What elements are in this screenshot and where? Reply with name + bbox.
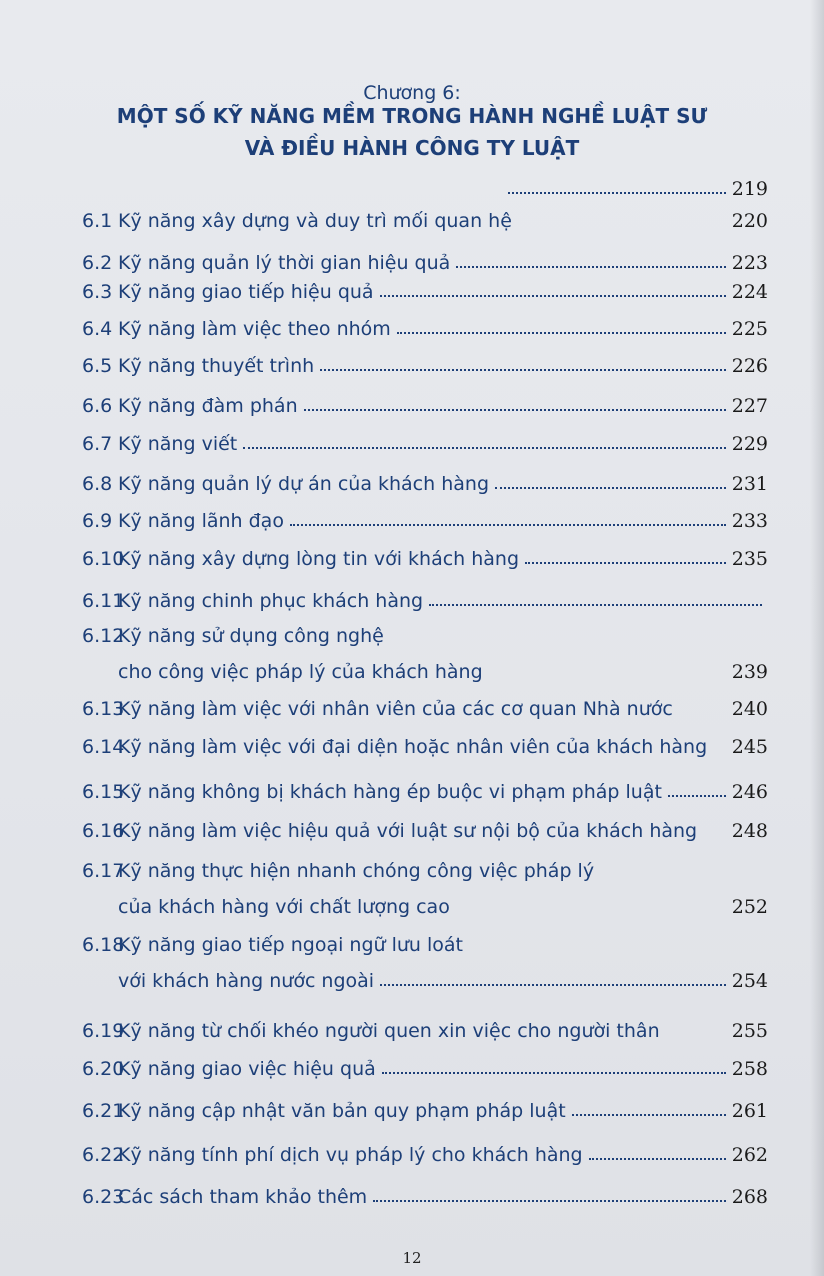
toc-entry-6-13[interactable] (82, 698, 768, 728)
toc-entry-6-3[interactable] (82, 281, 768, 311)
entry-number: 6.11 (82, 590, 125, 612)
dot-leader (397, 331, 726, 334)
entry-number: 6.21 (82, 1100, 125, 1122)
spacer (489, 676, 726, 677)
entry-title: Kỹ năng từ chối khéo người quen xin việc cho người thân (118, 1020, 660, 1042)
dot-leader (456, 265, 725, 268)
toc-entry-6-1[interactable] (82, 210, 768, 240)
entry-title: Kỹ năng đàm phán (118, 395, 298, 417)
toc-entry-6-12[interactable] (82, 625, 768, 695)
dot-leader (429, 603, 762, 606)
entry-page-number: 252 (731, 896, 768, 918)
dot-leader (382, 1071, 726, 1074)
entry-page-number: 227 (731, 395, 768, 417)
entry-page-number: 255 (731, 1020, 768, 1042)
dot-leader (589, 1157, 726, 1160)
entry-number: 6.14 (82, 736, 125, 758)
spacer (518, 225, 726, 226)
entry-page-number: 268 (731, 1186, 768, 1208)
entry-number: 6.13 (82, 698, 125, 720)
entry-page-number: 258 (731, 1058, 768, 1080)
entry-page-number: 248 (731, 820, 768, 842)
toc-entry-6-5[interactable] (82, 355, 768, 385)
entry-number: 6.2 (82, 252, 113, 274)
chapter-title-line-2 (0, 136, 824, 160)
entry-title: Kỹ năng thực hiện nhanh chóng công việc pháp lý (118, 860, 595, 882)
entry-page-number: 231 (731, 473, 768, 495)
entry-number: 6.6 (82, 395, 113, 417)
toc-entry-6-19[interactable] (82, 1020, 768, 1050)
entry-title: Kỹ năng cập nhật văn bản quy phạm pháp luật (118, 1100, 566, 1122)
dot-leader (508, 191, 726, 194)
entry-number: 6.16 (82, 820, 125, 842)
entry-page-number: 254 (731, 970, 768, 992)
entry-title-continued: cho công việc pháp lý của khách hàng (118, 661, 483, 683)
entry-number: 6.22 (82, 1144, 125, 1166)
dot-leader (572, 1113, 726, 1116)
entry-title: Kỹ năng giao việc hiệu quả (118, 1058, 376, 1080)
entry-title: Kỹ năng giao tiếp ngoại ngữ lưu loát (118, 934, 464, 956)
entry-title: Kỹ năng lãnh đạo (118, 510, 284, 532)
entry-page-number: 261 (731, 1100, 768, 1122)
entry-title: Kỹ năng thuyết trình (118, 355, 315, 377)
entry-number: 6.1 (82, 210, 113, 232)
entry-page-number: 223 (731, 252, 768, 274)
entry-number: 6.23 (82, 1186, 125, 1208)
entry-number: 6.20 (82, 1058, 125, 1080)
entry-page-number: 240 (731, 698, 768, 720)
dot-leader (373, 1199, 726, 1202)
toc-entry-6-15[interactable] (82, 781, 768, 811)
dot-leader (495, 486, 726, 489)
spacer (666, 1035, 726, 1036)
entry-title-continued: với khách hàng nước ngoài (118, 970, 375, 992)
toc-entry-6-2[interactable] (82, 252, 768, 282)
entry-page-number: 233 (731, 510, 768, 532)
entry-page-number: 239 (731, 661, 768, 683)
entry-number: 6.17 (82, 860, 125, 882)
toc-entry-6-11[interactable] (82, 590, 768, 620)
entry-title: Kỹ năng sử dụng công nghệ (118, 625, 384, 647)
entry-number: 6.8 (82, 473, 113, 495)
toc-entry-6-22[interactable] (82, 1144, 768, 1174)
entry-number: 6.7 (82, 433, 113, 455)
toc-entry-6-20[interactable] (82, 1058, 768, 1088)
chapter-number: Chương 6: (363, 82, 461, 104)
entry-title: Kỹ năng xây dựng và duy trì mối quan hệ (118, 210, 512, 232)
entry-title: Kỹ năng xây dựng lòng tin với khách hàng (118, 548, 520, 570)
entry-title: Kỹ năng giao tiếp hiệu quả (118, 281, 374, 303)
entry-title: Kỹ năng tính phí dịch vụ pháp lý cho khách hàng (118, 1144, 583, 1166)
entry-title: Kỹ năng quản lý dự án của khách hàng (118, 473, 490, 495)
dot-leader (290, 523, 726, 526)
spacer (713, 751, 726, 752)
entry-number: 6.10 (82, 548, 125, 570)
entry-page-number: 235 (731, 548, 768, 570)
entry-number: 6.5 (82, 355, 113, 377)
entry-title: Kỹ năng làm việc với nhân viên của các cơ quan Nhà nước (118, 698, 673, 720)
dot-leader (380, 294, 726, 297)
dot-leader (304, 408, 726, 411)
entry-number: 6.19 (82, 1020, 125, 1042)
dot-leader (668, 794, 726, 797)
toc-entry-6-21[interactable] (82, 1100, 768, 1130)
toc-entry-6-6[interactable] (82, 395, 768, 425)
entry-number: 6.18 (82, 934, 125, 956)
entry-title: Kỹ năng quản lý thời gian hiệu quả (118, 252, 451, 274)
toc-entry-6-14[interactable] (82, 736, 768, 766)
toc-entry-6-23[interactable] (82, 1186, 768, 1216)
entry-number: 6.9 (82, 510, 113, 532)
entry-title: Kỹ năng làm việc hiệu quả với luật sư nội bộ của khách hàng (118, 820, 698, 842)
entry-page-number: 224 (731, 281, 768, 303)
spacer (679, 713, 726, 714)
entry-number: 6.15 (82, 781, 125, 803)
entry-title: Kỹ năng chinh phục khách hàng (118, 590, 424, 612)
entry-title: Kỹ năng không bị khách hàng ép buộc vi phạm pháp luật (118, 781, 662, 803)
entry-page-number: 225 (731, 318, 768, 340)
toc-entry-6-16[interactable] (82, 820, 768, 850)
page-edge-shadow (810, 0, 824, 1276)
chapter-leader-row (82, 178, 768, 208)
toc-entry-6-4[interactable] (82, 318, 768, 348)
entry-title: Kỹ năng viết (118, 433, 238, 455)
entry-page-number: 226 (731, 355, 768, 377)
toc-entry-6-17[interactable] (82, 860, 768, 932)
entry-page-number: 262 (731, 1144, 768, 1166)
entry-number: 6.3 (82, 281, 113, 303)
entry-title: Kỹ năng làm việc với đại diện hoặc nhân viên của khách hàng (118, 736, 708, 758)
toc-entry-6-8[interactable] (82, 473, 768, 503)
dot-leader (525, 561, 726, 564)
entry-title: Các sách tham khảo thêm (118, 1186, 368, 1208)
toc-entry-6-9[interactable] (82, 510, 768, 540)
chapter-page-number: 219 (731, 178, 768, 200)
chapter-title-line-2-text: VÀ ĐIỀU HÀNH CÔNG TY LUẬT (244, 136, 580, 160)
dot-leader (243, 446, 726, 449)
dot-leader (320, 368, 726, 371)
dot-leader (380, 983, 726, 986)
spacer (703, 835, 726, 836)
toc-entry-6-7[interactable] (82, 433, 768, 463)
page-folio-number: 12 (402, 1249, 422, 1267)
entry-number: 6.12 (82, 625, 125, 647)
entry-number: 6.4 (82, 318, 113, 340)
entry-title: Kỹ năng làm việc theo nhóm (118, 318, 391, 340)
spacer (456, 911, 726, 912)
toc-entry-6-10[interactable] (82, 548, 768, 578)
entry-title-continued: của khách hàng với chất lượng cao (118, 896, 450, 918)
entry-page-number: 220 (731, 210, 768, 232)
entry-page-number: 245 (731, 736, 768, 758)
entry-page-number: 229 (731, 433, 768, 455)
entry-page-number: 246 (731, 781, 768, 803)
chapter-title-line-1: MỘT SỐ KỸ NĂNG MỀM TRONG HÀNH NGHỀ LUẬT SƯ (116, 104, 708, 128)
toc-entry-6-18[interactable] (82, 934, 768, 1006)
